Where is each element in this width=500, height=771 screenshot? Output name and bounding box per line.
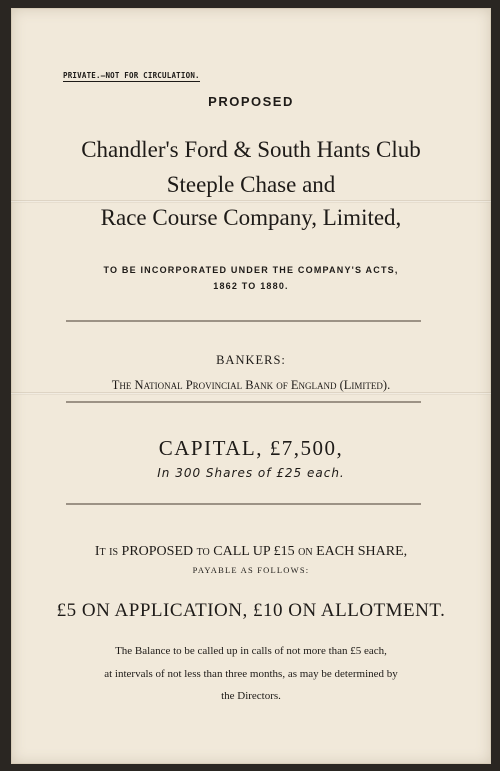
title-line-2: Steeple Chase and: [166, 172, 336, 197]
proposal-line: It is PROPOSED to CALL UP £15 on EACH SHARE,: [94, 544, 408, 559]
incorporation-line-2: 1862 TO 1880.: [213, 281, 289, 291]
capital-line: CAPITAL, £7,500,: [158, 436, 344, 460]
title-line-1: Chandler's Ford & South Hants Club: [81, 137, 421, 162]
heading-proposed: PROPOSED: [208, 94, 294, 109]
private-note: PRIVATE.–NOT FOR CIRCULATION.: [63, 71, 200, 80]
divider-rule-1: [66, 320, 421, 322]
fold-line-upper: [11, 200, 491, 203]
balance-line-1: The Balance to be called up in calls of not more than £5 each,: [115, 645, 387, 657]
title-line-3: Race Course Company, Limited,: [100, 205, 402, 230]
bankers-name: The National Provincial Bank of England (Limited).: [111, 378, 391, 392]
application-line: £5 ON APPLICATION, £10 ON ALLOTMENT.: [56, 600, 446, 621]
payable-line: PAYABLE AS FOLLOWS:: [192, 565, 310, 575]
divider-rule-2: [66, 401, 421, 403]
balance-line-2: at intervals of not less than three months, as may be determined by: [104, 668, 398, 680]
document-sheet: [11, 8, 491, 764]
incorporation-line-1: TO BE INCORPORATED UNDER THE COMPANY'S ACTS,: [103, 265, 399, 275]
divider-rule-3: [66, 503, 421, 505]
bankers-label: BANKERS:: [216, 353, 286, 367]
balance-line-3: the Directors.: [221, 690, 281, 702]
shares-line: In 300 Shares of £25 each.: [157, 466, 345, 480]
